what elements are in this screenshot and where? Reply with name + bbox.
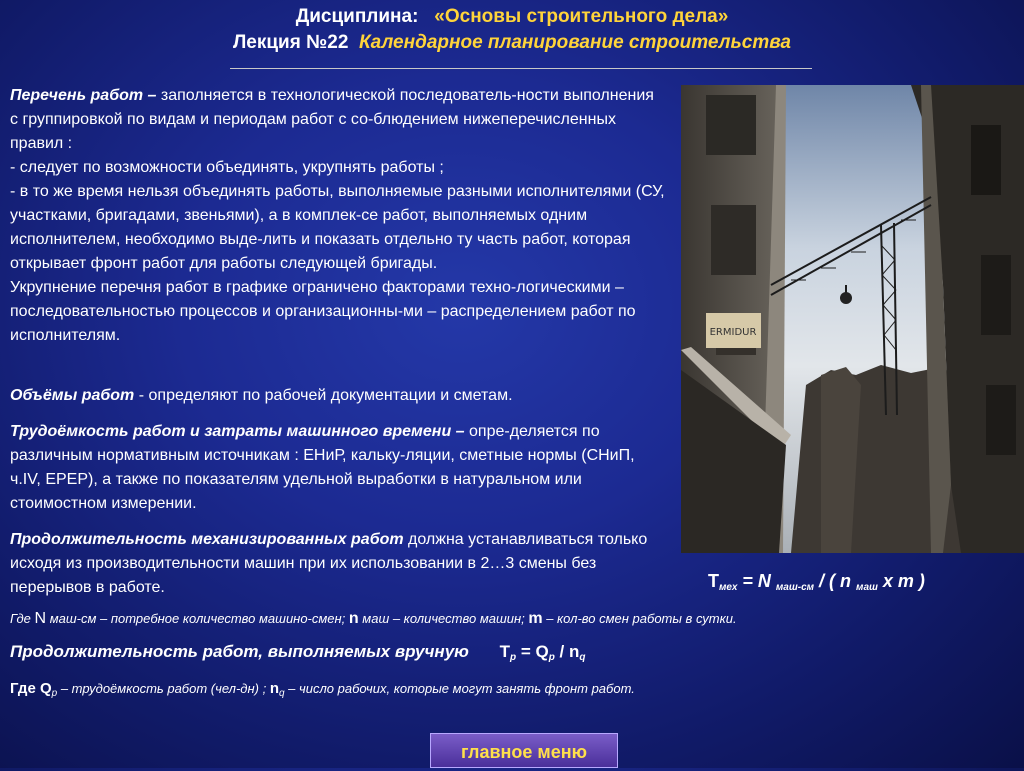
work-list-text-2: Укрупнение перечня работ в графике ограничено факторами техно-логическими – последовательностью процессов и организационны-ми – распределением работ по исполнителям. bbox=[10, 279, 636, 344]
manual-duration-label: Продолжительность работ, выполняемых вручную bbox=[10, 642, 469, 661]
work-list-rule-1: - следует по возможности объединять, укрупнять работы ; bbox=[10, 159, 444, 176]
formula-mech-N-sub: маш-см bbox=[775, 582, 815, 593]
volumes-paragraph bbox=[10, 384, 665, 408]
slide-header bbox=[0, 4, 1024, 56]
lecture-label: Лекция №22 bbox=[232, 32, 349, 53]
header-divider bbox=[230, 68, 812, 69]
formula-mech-rest-a: = N bbox=[737, 571, 776, 591]
formula-manual-T-sub: р bbox=[509, 652, 517, 663]
legend1-N: N bbox=[34, 610, 47, 627]
mechanized-duration-formula bbox=[708, 571, 925, 593]
construction-crane-photo bbox=[681, 85, 1024, 553]
legend1-N-desc: маш-см – потребное количество машино-смен; bbox=[46, 611, 349, 626]
volumes-term: Объёмы работ bbox=[10, 387, 135, 404]
legend1-where: Где bbox=[10, 611, 35, 626]
formula-mech-rest-c: x m ) bbox=[877, 571, 925, 591]
formula-manual-n-sub: q bbox=[579, 652, 586, 663]
legend2-where: Где bbox=[10, 680, 40, 697]
formula-manual-Q: = Q bbox=[516, 642, 549, 661]
volumes-text: - определяют по рабочей документации и сметам. bbox=[134, 387, 513, 404]
discipline-name: «Основы строительного дела» bbox=[434, 6, 729, 27]
formula-mech-rest-b: / ( n bbox=[814, 571, 857, 591]
work-list-paragraph bbox=[10, 84, 665, 348]
manual-duration-formula bbox=[500, 642, 586, 663]
manual-duration-line bbox=[10, 642, 1010, 663]
formula-mech-T-sub: мех bbox=[719, 582, 738, 593]
legend1-n: n bbox=[348, 610, 359, 627]
lecture-line bbox=[0, 30, 1024, 56]
legend2-n-desc: – число рабочих, которые могут занять фронт работ. bbox=[284, 681, 635, 696]
discipline-label: Дисциплина: bbox=[295, 6, 419, 27]
legend2-n: n bbox=[269, 680, 279, 697]
work-list-rule-2: - в то же время нельзя объединять работы, выполняемые разными исполнителями (СУ, участками, бригадами, звеньями), а в комплек-се работ, выполняемых одним исполнителем, необходимо выде-лить и показать отдельно ту часть работ, которая открывает фронт работ для работы следующей бригады. bbox=[10, 183, 665, 272]
manual-formula-legend bbox=[10, 680, 1010, 699]
mechanized-duration-term: Продолжительность механизированных работ bbox=[10, 531, 404, 548]
formula-manual-Q-sub: р bbox=[548, 652, 555, 663]
legend1-m: m bbox=[528, 610, 543, 627]
legend2-Q-desc: – трудоёмкость работ (чел-дн) ; bbox=[57, 681, 270, 696]
legend2-n-sub: q bbox=[278, 688, 285, 699]
work-list-text: заполняется в технологической последователь-ности выполнения с группировкой по видам и периодам работ с со-блюдением нижеперечисленных правил : bbox=[10, 87, 654, 152]
legend2-Q: Q bbox=[39, 680, 52, 697]
labor-intensity-text: опре-деляется по различным нормативным источникам : ЕНиР, кальку-ляции, сметные нормы (СНиП, ч.IV, ЕРЕР), а также по показателям удельной выработки в натуральном или стоимостном измерении. bbox=[10, 423, 635, 512]
legend1-n-desc: маш – количество машин; bbox=[358, 611, 529, 626]
discipline-line bbox=[0, 4, 1024, 30]
legend1-m-desc: – кол-во смен работы в сутки. bbox=[542, 611, 737, 626]
formula-manual-n: / n bbox=[554, 642, 580, 661]
labor-intensity-term: Трудоёмкость работ и затраты машинного времени – bbox=[10, 423, 465, 440]
mechanized-formula-legend bbox=[10, 610, 1010, 628]
formula-mech-T: Т bbox=[708, 571, 719, 591]
photo-sign-text: ERMIDUR bbox=[709, 327, 757, 338]
work-list-term: Перечень работ – bbox=[10, 87, 157, 104]
main-menu-button[interactable]: главное меню bbox=[430, 733, 618, 768]
legend2-Q-sub: р bbox=[51, 688, 58, 699]
mechanized-duration-paragraph bbox=[10, 528, 665, 600]
formula-mech-n-sub: маш bbox=[856, 582, 878, 593]
labor-intensity-paragraph bbox=[10, 420, 665, 516]
formula-manual-T: Т bbox=[499, 642, 510, 661]
lecture-title: Календарное планирование строительства bbox=[358, 32, 792, 53]
mechanized-duration-text: должна устанавливаться только исходя из производительности машин при их использовании в 2…3 смены без перерывов в работе. bbox=[10, 531, 648, 596]
